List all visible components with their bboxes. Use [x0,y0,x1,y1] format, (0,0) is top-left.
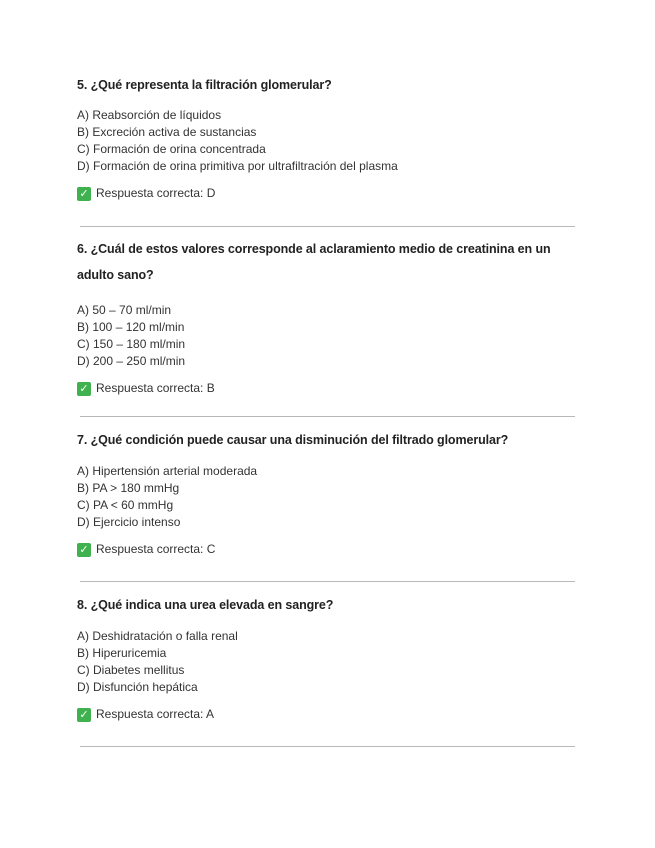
option-c: C) 150 – 180 ml/min [77,337,186,351]
checkmark-icon: ✓ [77,187,91,201]
options-list [77,107,577,175]
answer-text: Respuesta correcta: A [96,707,215,721]
answer-text: Respuesta correcta: D [96,186,216,200]
divider [80,581,575,582]
question-title: 6. ¿Cuál de estos valores corresponde al aclaramiento medio de creatinina en un adulto sano? [77,242,551,282]
question-title: 7. ¿Qué condición puede causar una disminución del filtrado glomerular? [77,433,509,447]
answer-text: Respuesta correcta: C [96,542,216,556]
question-title: 5. ¿Qué representa la filtración glomerular? [77,78,332,92]
option-d: D) Disfunción hepática [77,680,198,694]
correct-answer [77,185,577,202]
correct-answer [77,706,577,723]
option-d: D) Ejercicio intenso [77,515,181,529]
option-b: B) 100 – 120 ml/min [77,320,185,334]
option-c: C) PA < 60 mmHg [77,498,174,512]
question-7 [77,427,577,558]
option-b: B) Excreción activa de sustancias [77,125,257,139]
question-title: 8. ¿Qué indica una urea elevada en sangre? [77,598,334,612]
correct-answer [77,541,577,558]
option-a: A) 50 – 70 ml/min [77,303,172,317]
options-list [77,463,577,531]
option-d: D) Formación de orina primitiva por ultrafiltración del plasma [77,159,398,173]
option-d: D) 200 – 250 ml/min [77,354,186,368]
options-list [77,302,577,370]
option-c: C) Formación de orina concentrada [77,142,266,156]
option-c: C) Diabetes mellitus [77,663,185,677]
correct-answer [77,380,577,397]
divider [80,226,575,227]
question-8 [77,592,577,723]
divider [80,416,575,417]
question-5 [77,72,577,202]
checkmark-icon: ✓ [77,382,91,396]
question-6 [77,236,577,397]
options-list [77,628,577,696]
option-a: A) Deshidratación o falla renal [77,629,238,643]
checkmark-icon: ✓ [77,543,91,557]
checkmark-icon: ✓ [77,708,91,722]
option-a: A) Reabsorción de líquidos [77,108,222,122]
answer-text: Respuesta correcta: B [96,381,215,395]
option-a: A) Hipertensión arterial moderada [77,464,258,478]
divider [80,746,575,747]
option-b: B) Hiperuricemia [77,646,167,660]
option-b: B) PA > 180 mmHg [77,481,180,495]
